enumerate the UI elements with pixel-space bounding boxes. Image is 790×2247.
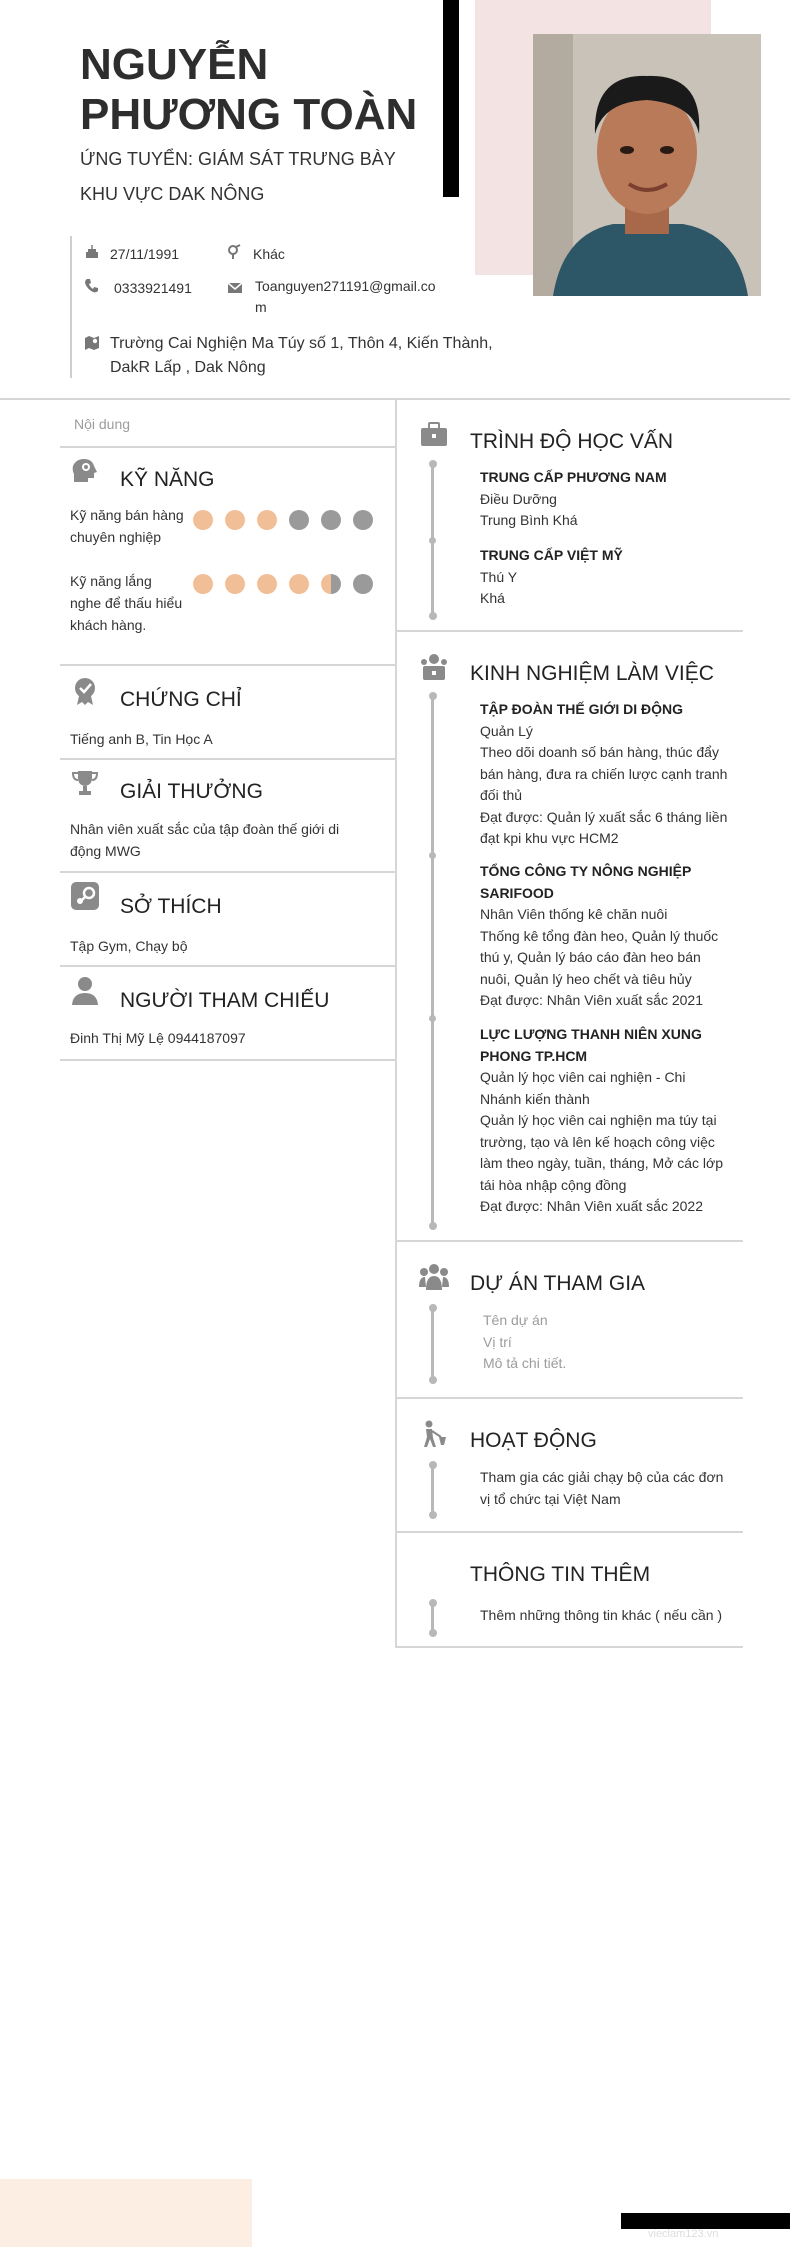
experience-title: KINH NGHIỆM LÀM VIỆC	[470, 662, 714, 685]
references-title: NGƯỜI THAM CHIẾU	[120, 989, 330, 1012]
skill-1-rating	[193, 510, 385, 530]
skill-head-icon	[70, 456, 100, 486]
profile-photo	[533, 34, 761, 296]
rating-dot	[321, 574, 341, 594]
gender-row	[227, 244, 285, 265]
map-icon	[84, 335, 100, 351]
skills-section	[60, 448, 395, 666]
education-item-1	[480, 467, 732, 532]
rating-dot	[289, 574, 309, 594]
education-1-school: TRUNG CẤP PHƯƠNG NAM	[480, 469, 667, 485]
team-briefcase-icon	[419, 652, 449, 682]
references-section	[60, 967, 395, 1061]
experience-1-line-1: Theo dõi doanh số bán hàng, thúc đẩy	[480, 744, 719, 760]
experience-1-line-4: Đạt được: Quản lý xuất sắc 6 tháng liền	[480, 808, 728, 825]
experience-item-1	[480, 699, 732, 850]
activities-line-1: Tham gia các giải chạy bộ của các đơn	[480, 1469, 724, 1485]
experience-3-role-line-1: Quản lý học viên cai nghiện - Chi	[480, 1069, 686, 1085]
phone-icon	[84, 278, 100, 294]
applied-position: ỨNG TUYỂN: GIÁM SÁT TRƯNG BÀY KHU VỰC DAK NÔNG	[80, 149, 396, 204]
gender-text: Khác	[253, 246, 285, 262]
experience-3-role-line-2: Nhánh kiến thành	[480, 1090, 590, 1107]
experience-2-line-2: thú y, Quản lý báo cáo đàn heo bán	[480, 949, 701, 965]
experience-item-2	[480, 861, 732, 1012]
skill-2-label-line-2: nghe để thấu hiểu	[70, 595, 183, 611]
email-line-2: m	[255, 299, 267, 315]
education-2-major: Thú Y	[480, 568, 518, 585]
skill-1-label-line-1: Kỹ năng bán hàng	[70, 507, 184, 523]
contact-info	[70, 236, 500, 378]
references-text: Đinh Thị Mỹ Lệ 0944187097	[70, 1030, 246, 1046]
address-text	[110, 332, 493, 380]
experience-timeline	[431, 696, 434, 1226]
project-role: Vị trí	[483, 1333, 512, 1350]
address-line-2: DakR Lấp , Dak Nông	[110, 359, 266, 376]
experience-timeline-dot-2	[429, 1015, 436, 1022]
experience-3-org-line-1: LỰC LƯỢNG THANH NIÊN XUNG	[480, 1026, 702, 1042]
person-icon	[70, 975, 100, 1005]
rating-dot	[225, 574, 245, 594]
activities-timeline	[431, 1465, 434, 1515]
extra-info-section	[395, 1533, 743, 1648]
education-2-school: TRUNG CẤP VIỆT MỸ	[480, 547, 623, 563]
activities-text	[480, 1467, 732, 1510]
certificates-section	[60, 666, 395, 760]
gender-icon	[227, 244, 243, 260]
group-icon	[419, 1262, 449, 1292]
email-row	[227, 276, 436, 318]
awards-section	[60, 760, 395, 873]
rating-dot	[321, 510, 341, 530]
awards-title: GIẢI THƯỞNG	[120, 780, 263, 803]
project-desc: Mô tả chi tiết.	[483, 1355, 567, 1371]
projects-title: DỰ ÁN THAM GIA	[470, 1272, 646, 1295]
awards-line-2: động MWG	[70, 843, 141, 859]
awards-line-1: Nhân viên xuất sắc của tập đoàn thế giới di	[70, 821, 340, 837]
awards-text	[70, 818, 380, 862]
extra-info-timeline	[431, 1603, 434, 1633]
experience-3-line-5: Đạt được: Nhân Viên xuất sắc 2022	[480, 1198, 703, 1214]
hobbies-title: SỞ THÍCH	[120, 895, 222, 918]
experience-2-org-line-2: SARIFOOD	[480, 884, 554, 901]
experience-3-line-1: Quản lý học viên cai nghiện ma túy tại	[480, 1112, 717, 1128]
birthday-text: 27/11/1991	[110, 246, 180, 262]
volunteer-icon	[419, 1419, 449, 1449]
skill-2-label-line-1: Kỹ năng lắng	[70, 573, 152, 589]
education-2-grade: Khá	[480, 590, 505, 606]
activities-section	[395, 1399, 743, 1533]
experience-2-line-4: Đạt được: Nhân Viên xuất sắc 2021	[480, 992, 703, 1008]
skill-2-rating	[193, 574, 385, 594]
rating-dot	[257, 510, 277, 530]
extra-info-title: THÔNG TIN THÊM	[470, 1563, 651, 1586]
phone-row	[84, 278, 192, 299]
rating-dot	[289, 510, 309, 530]
phone-text[interactable]: 0333921491	[114, 280, 192, 296]
skills-title: KỸ NĂNG	[120, 468, 215, 491]
experience-1-role: Quản Lý	[480, 722, 533, 739]
education-section	[395, 400, 743, 632]
education-1-major: Điều Dưỡng	[480, 490, 557, 507]
experience-3-line-3: làm theo ngày, tuần, tháng, Mở các lớp	[480, 1155, 724, 1171]
candidate-name: NGUYỄN PHƯƠNG TOÀN	[80, 40, 418, 139]
mail-icon	[227, 280, 243, 296]
experience-timeline-dot-1	[429, 852, 436, 859]
experience-item-3	[480, 1024, 732, 1218]
rating-dot	[193, 574, 213, 594]
projects-section	[395, 1242, 743, 1399]
rating-dot	[353, 510, 373, 530]
education-1-grade: Trung Bình Khá	[480, 512, 578, 528]
experience-3-line-2: trường, tạo và lên kế hoạch công việc	[480, 1133, 715, 1150]
hobbies-section	[60, 873, 395, 967]
skill-2-label	[70, 570, 195, 636]
hobbies-text: Tập Gym, Chạy bộ	[70, 938, 188, 954]
projects-timeline	[431, 1308, 434, 1380]
experience-1-org: TẬP ĐOÀN THẾ GIỚI DI ĐỘNG	[480, 701, 684, 717]
education-timeline-dot	[429, 537, 436, 544]
experience-2-role: Nhân Viên thống kê chăn nuôi	[480, 906, 668, 922]
skill-1-label-line-2: chuyên nghiệp	[70, 529, 162, 545]
birthday-row	[84, 244, 179, 265]
decor-peach-block	[0, 2179, 252, 2247]
certificates-title: CHỨNG CHỈ	[120, 688, 242, 711]
address-line-1: Trường Cai Nghiện Ma Túy số 1, Thôn 4, Kiến Thành,	[110, 335, 493, 352]
experience-2-line-3: nuôi, Quản lý heo chết và tiêu hủy	[480, 970, 692, 987]
email-line-1: Toanguyen271191@gmail.co	[255, 278, 436, 294]
content-label-section	[60, 400, 395, 448]
project-item	[483, 1310, 735, 1375]
certificates-text: Tiếng anh B, Tin Học A	[70, 731, 213, 747]
experience-1-line-5: đạt kpi khu vực HCM2	[480, 830, 619, 846]
extra-info-text: Thêm những thông tin khác ( nếu cần )	[480, 1607, 723, 1623]
cake-icon	[84, 244, 100, 260]
certificate-icon	[70, 676, 100, 706]
activities-line-2: vị tổ chức tại Việt Nam	[480, 1490, 621, 1507]
education-title: TRÌNH ĐỘ HỌC VẤN	[470, 430, 674, 453]
skill-2-label-line-3: khách hàng.	[70, 617, 147, 633]
rating-dot	[257, 574, 277, 594]
steam-icon	[70, 881, 100, 911]
experience-section	[395, 632, 743, 1242]
watermark: vieclam123.vn	[648, 2228, 719, 2240]
rating-dot	[225, 510, 245, 530]
experience-1-line-2: bán hàng, đưa ra chiến lược cạnh tranh	[480, 765, 728, 782]
experience-3-line-4: tái hòa nhập cộng đồng	[480, 1176, 627, 1193]
email-text[interactable]	[255, 276, 436, 318]
trophy-icon	[70, 768, 100, 798]
project-name: Tên dự án	[483, 1312, 548, 1328]
decor-black-footer-bar	[621, 2213, 790, 2229]
experience-1-line-3: đối thủ	[480, 787, 523, 803]
decor-black-bar	[443, 0, 459, 197]
experience-2-org-line-1: TỔNG CÔNG TY NÔNG NGHIỆP	[480, 863, 692, 879]
experience-3-org-line-2: PHONG TP.HCM	[480, 1047, 588, 1064]
content-label: Nội dung	[74, 416, 131, 432]
education-item-2	[480, 545, 732, 610]
rating-dot	[193, 510, 213, 530]
rating-dot	[353, 574, 373, 594]
briefcase-icon	[419, 420, 449, 450]
experience-2-line-1: Thống kê tổng đàn heo, Quản lý thuốc	[480, 927, 719, 944]
activities-title: HOẠT ĐỘNG	[470, 1429, 597, 1452]
address-row	[84, 332, 493, 380]
skill-1-label	[70, 504, 195, 548]
